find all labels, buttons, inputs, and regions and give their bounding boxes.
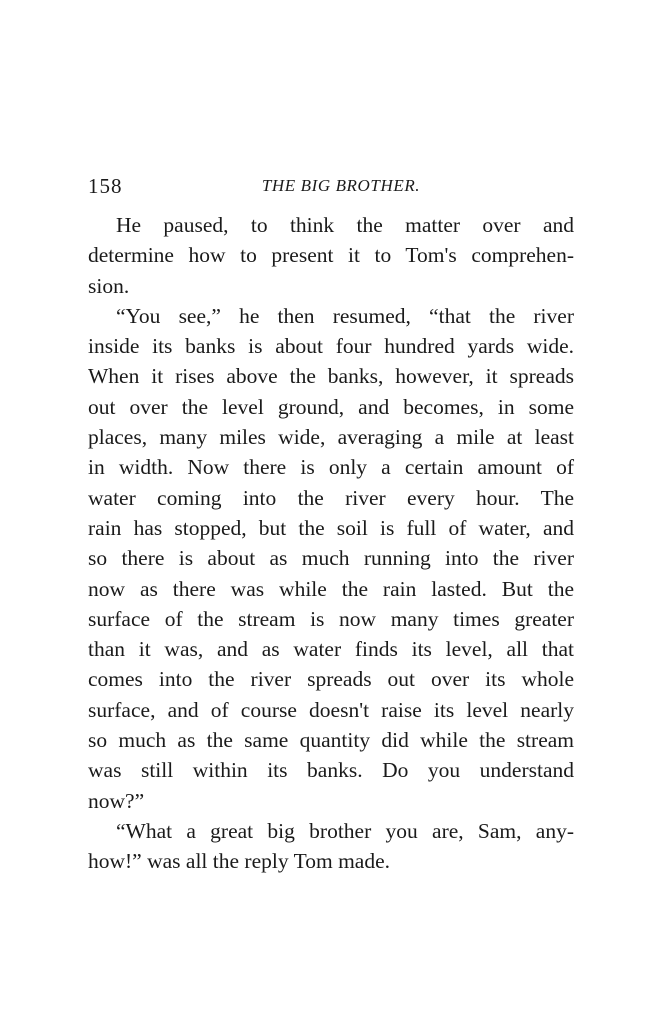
text-line: now as there was while the rain lasted. But the: [88, 576, 574, 601]
text-line: “You see,” he then resumed, “that the river: [116, 303, 574, 328]
running-head: [88, 174, 574, 200]
text-line: out over the level ground, and becomes, in some: [88, 394, 574, 419]
text-line: sion.: [88, 273, 130, 298]
text-line: was still within its banks. Do you understand: [88, 758, 574, 783]
text-line: determine how to present it to Tom's comprehen-: [88, 243, 574, 268]
text-line: water coming into the river every hour. The: [88, 485, 574, 510]
text-line: “What a great big brother you are, Sam, any-: [116, 818, 574, 843]
text-line: how!” was all the reply Tom made.: [88, 849, 390, 874]
text-line: When it rises above the banks, however, it spreads: [88, 364, 574, 389]
text-line: so much as the same quantity did while the stream: [88, 728, 574, 753]
page-number: 158: [88, 174, 123, 198]
text-line: He paused, to think the matter over and: [116, 213, 574, 237]
body-text: [88, 210, 574, 877]
text-line: so there is about as much running into the river: [88, 546, 574, 571]
running-title: THE BIG BROTHER.: [261, 176, 421, 195]
text-line: in width. Now there is only a certain amount of: [88, 455, 574, 480]
text-line: rain has stopped, but the soil is full of water, and: [88, 515, 574, 540]
text-line: surface of the stream is now many times greater: [88, 606, 574, 631]
text-line: places, many miles wide, averaging a mile at least: [88, 425, 574, 450]
text-line: now?”: [88, 788, 145, 813]
text-line: surface, and of course doesn't raise its level nearly: [88, 697, 574, 722]
text-line: comes into the river spreads out over its whole: [88, 667, 574, 692]
text-line: than it was, and as water finds its level, all that: [88, 637, 574, 662]
text-line: inside its banks is about four hundred yards wide.: [88, 334, 574, 359]
